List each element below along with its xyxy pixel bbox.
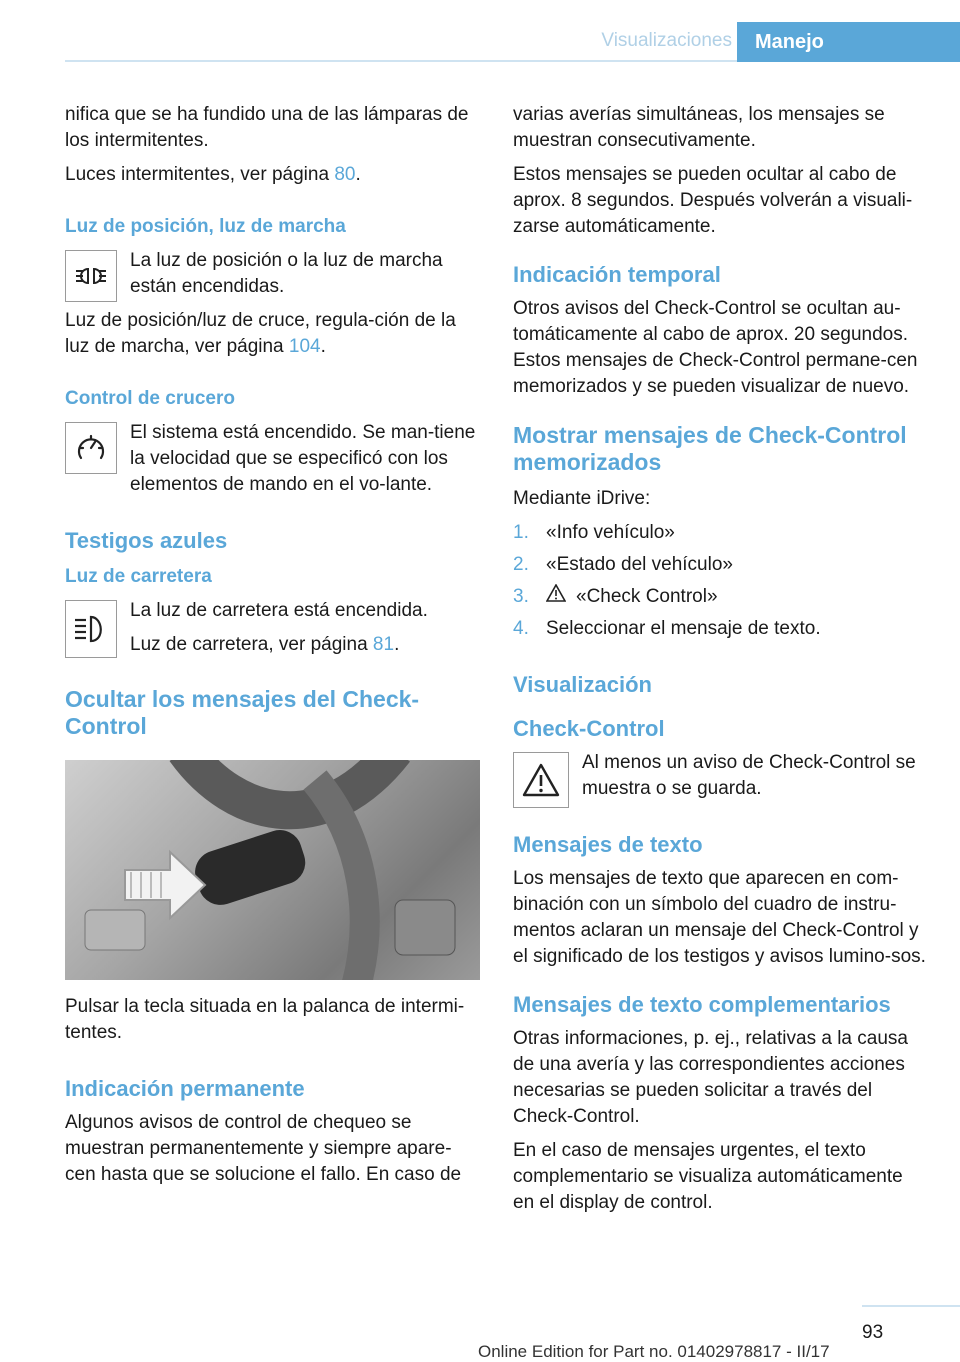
paragraph: Mediante iDrive: — [513, 488, 651, 509]
paragraph: Luz de posición/luz de cruce, regula-ción de la luz de marcha, ver página 104. — [65, 310, 456, 357]
heading-posicion: Luz de posición, luz de marcha — [65, 216, 346, 237]
heading-complementarios: Mensajes de texto complementarios — [513, 992, 891, 1017]
position-light-icon — [65, 250, 117, 302]
right-column — [513, 102, 928, 1224]
checkcontrol-block — [513, 750, 928, 806]
edition-footer: Online Edition for Part no. 01402978817 - II/17 — [478, 1342, 830, 1361]
carretera-block — [65, 598, 480, 658]
page-number: 93 — [862, 1322, 884, 1343]
posicion-block — [65, 248, 480, 360]
high-beam-icon — [65, 600, 117, 658]
page-link[interactable]: 81 — [372, 634, 395, 655]
warning-triangle-icon — [546, 584, 568, 610]
left-column — [65, 102, 480, 1196]
header-tab: Manejo — [737, 22, 960, 62]
steps-list — [513, 520, 928, 642]
crucero-block — [65, 420, 480, 498]
paragraph: Al menos un aviso de Check-Control se muestra o se guarda. — [582, 752, 916, 799]
heading-permanente: Indicación permanente — [65, 1076, 305, 1101]
paragraph: Pulsar la tecla situada en la palanca de intermi-tentes. — [65, 996, 465, 1043]
heading-ocultar: Ocultar los mensajes del Check-Control — [65, 686, 420, 739]
list-item: 2. «Estado del vehículo» — [513, 554, 733, 575]
turn-signal-lever-photo — [65, 760, 480, 980]
paragraph: Luces intermitentes, ver página 80. — [65, 164, 361, 185]
page-number-rule — [862, 1305, 960, 1307]
list-item: 1. «Info vehículo» — [513, 522, 675, 543]
heading-carretera: Luz de carretera — [65, 566, 212, 587]
paragraph: Otros avisos del Check-Control se ocultan au-tomáticamente al cabo de aprox. 20 segundos. Estos mensajes de Check-Control permane-cen memorizados y se pueden visualizar de nuevo. — [513, 298, 918, 397]
list-item: 4. Seleccionar el mensaje de texto. — [513, 618, 821, 639]
heading-mensajes: Mensajes de texto — [513, 832, 703, 857]
heading-temporal: Indicación temporal — [513, 262, 721, 287]
list-item: 3. «Check Control» — [513, 584, 928, 610]
paragraph: varias averías simultáneas, los mensajes se muestran consecutivamente. — [513, 104, 885, 151]
heading-visualizacion: Visualización — [513, 672, 652, 697]
heading-crucero: Control de crucero — [65, 388, 235, 409]
paragraph: En el caso de mensajes urgentes, el texto complementario se visualiza automáticamente en el display de control. — [513, 1140, 903, 1213]
paragraph: nifica que se ha fundido una de las lámparas de los intermitentes. — [65, 104, 469, 151]
heading-mostrar: Mostrar mensajes de Check-Control memorizados — [513, 422, 907, 475]
paragraph: El sistema está encendido. Se man-tiene la velocidad que se especificó con los elementos de mando en el vo-lante. — [130, 422, 476, 495]
paragraph: La luz de posición o la luz de marcha están encendidas. — [130, 250, 443, 297]
paragraph: La luz de carretera está encendida. — [130, 600, 428, 621]
warning-triangle-icon — [513, 752, 569, 808]
paragraph: Estos mensajes se pueden ocultar al cabo de aprox. 8 segundos. Después volverán a visuali-zarse automáticamente. — [513, 164, 913, 237]
page-link[interactable]: 80 — [334, 164, 356, 185]
page-link[interactable]: 104 — [288, 336, 321, 357]
heading-azules: Testigos azules — [65, 528, 228, 553]
heading-checkcontrol: Check-Control — [513, 716, 665, 741]
header-section: Visualizaciones — [601, 30, 732, 51]
paragraph: Algunos avisos de control de chequeo se muestran permanentemente y siempre apare-cen hasta que se solucione el fallo. En caso de — [65, 1112, 462, 1185]
cruise-control-icon — [65, 422, 117, 474]
paragraph: Los mensajes de texto que aparecen en com-binación con un símbolo del cuadro de instru-mentos aclaran un mensaje del Check-Control y el significado de los testigos y avisos lumino-sos. — [513, 868, 926, 967]
paragraph: Luz de carretera, ver página 81. — [130, 634, 400, 655]
paragraph: Otras informaciones, p. ej., relativas a la causa de una avería y las correspondientes acciones necesarias se pueden solicitar a través del Check-Control. — [513, 1028, 908, 1127]
